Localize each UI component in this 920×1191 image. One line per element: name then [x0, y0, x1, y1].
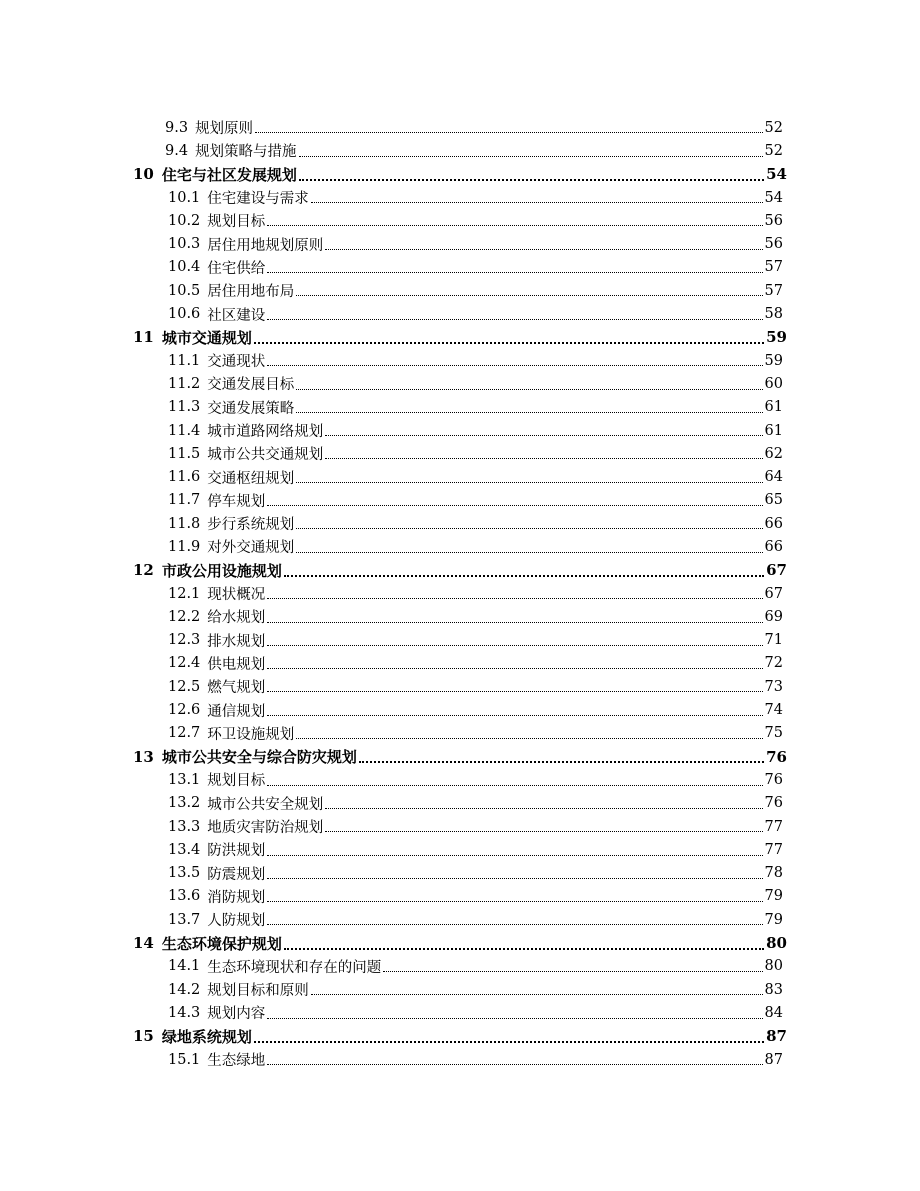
toc-leader-dots [254, 342, 764, 344]
toc-chapter-entry[interactable] [0, 931, 920, 954]
toc-section-entry[interactable] [0, 139, 920, 162]
toc-leader-dots [296, 295, 762, 296]
toc-entry-page: 58 [764, 306, 783, 323]
toc-entry-title: 生态绿地 [207, 1053, 266, 1070]
toc-entry-title: 住宅建设与需求 [207, 191, 309, 208]
toc-section-entry[interactable] [0, 1001, 920, 1024]
toc-chapter-entry[interactable] [0, 1025, 920, 1048]
toc-entry-number: 10.1 [168, 189, 201, 206]
toc-entry-number: 12.2 [168, 608, 201, 625]
toc-leader-dots [296, 738, 762, 739]
toc-leader-dots [325, 435, 762, 436]
toc-entry-title: 规划原则 [195, 121, 254, 138]
toc-entry-title: 交通枢纽规划 [207, 470, 295, 487]
toc-section-entry[interactable] [0, 535, 920, 558]
toc-entry-title: 规划目标 [207, 214, 266, 231]
toc-entry-title: 地质灾害防治规划 [207, 820, 324, 837]
toc-leader-dots [267, 855, 762, 856]
toc-entry-title: 生态环境保护规划 [161, 934, 282, 953]
toc-entry-page: 57 [764, 259, 783, 276]
toc-section-entry[interactable] [0, 815, 920, 838]
toc-leader-dots [267, 272, 762, 273]
toc-entry-page: 54 [764, 189, 783, 206]
toc-entry-title: 规划目标 [207, 773, 266, 790]
toc-leader-dots [296, 412, 762, 413]
toc-leader-dots [383, 971, 762, 972]
toc-leader-dots [299, 156, 763, 157]
toc-entry-number: 11.8 [168, 515, 201, 532]
toc-entry-page: 65 [764, 492, 783, 509]
toc-entry-title: 环卫设施规划 [207, 726, 295, 743]
toc-section-entry[interactable] [0, 465, 920, 488]
toc-entry-title: 居住用地规划原则 [207, 237, 324, 254]
toc-entry-title: 城市交通规划 [161, 328, 252, 347]
toc-entry-number: 9.3 [165, 119, 189, 136]
toc-section-entry[interactable] [0, 862, 920, 885]
toc-entry-number: 14 [133, 934, 154, 953]
toc-entry-page: 73 [764, 678, 783, 695]
toc-leader-dots [267, 622, 762, 623]
toc-entry-title: 交通发展策略 [207, 400, 295, 417]
toc-entry-number: 13 [133, 747, 154, 766]
toc-entry-page: 87 [766, 1027, 787, 1046]
toc-leader-dots [267, 319, 762, 320]
toc-entry-page: 56 [764, 236, 783, 253]
toc-section-entry[interactable] [0, 186, 920, 209]
toc-entry-page: 77 [764, 841, 783, 858]
toc-leader-dots [325, 831, 762, 832]
toc-chapter-entry[interactable] [0, 745, 920, 768]
toc-entry-page: 69 [764, 608, 783, 625]
toc-section-entry[interactable] [0, 955, 920, 978]
toc-entry-page: 61 [764, 422, 783, 439]
toc-entry-number: 10.3 [168, 236, 201, 253]
toc-entry-title: 绿地系统规划 [161, 1027, 252, 1046]
toc-entry-page: 79 [764, 888, 783, 905]
toc-entry-title: 规划内容 [207, 1006, 266, 1023]
toc-leader-dots [267, 505, 762, 506]
toc-entry-title: 交通发展目标 [207, 377, 295, 394]
toc-leader-dots [325, 249, 762, 250]
toc-entry-number: 11.5 [168, 445, 201, 462]
toc-entry-number: 10.2 [168, 212, 201, 229]
toc-entry-page: 84 [764, 1004, 783, 1021]
toc-entry-page: 80 [766, 934, 787, 953]
toc-entry-number: 12.1 [168, 585, 201, 602]
toc-section-entry[interactable] [0, 768, 920, 791]
toc-entry-page: 54 [766, 165, 787, 184]
toc-leader-dots [255, 132, 762, 133]
toc-entry-page: 72 [764, 655, 783, 672]
toc-entry-page: 76 [764, 795, 783, 812]
toc-entry-page: 66 [764, 515, 783, 532]
toc-section-entry[interactable] [0, 372, 920, 395]
toc-leader-dots [311, 202, 763, 203]
toc-entry-number: 13.1 [168, 771, 201, 788]
toc-entry-number: 13.5 [168, 865, 201, 882]
toc-entry-page: 78 [764, 865, 783, 882]
toc-section-entry[interactable] [0, 279, 920, 302]
toc-entry-page: 52 [764, 142, 783, 159]
toc-entry-number: 13.6 [168, 888, 201, 905]
toc-section-entry[interactable] [0, 838, 920, 861]
toc-entry-page: 62 [764, 445, 783, 462]
toc-leader-dots [267, 924, 762, 925]
toc-leader-dots [311, 994, 763, 995]
toc-entry-page: 64 [764, 469, 783, 486]
toc-entry-title: 交通现状 [207, 354, 266, 371]
toc-leader-dots [296, 552, 762, 553]
toc-section-entry[interactable] [0, 209, 920, 232]
toc-entry-page: 67 [766, 561, 787, 580]
toc-entry-number: 12.5 [168, 678, 201, 695]
toc-chapter-entry[interactable] [0, 163, 920, 186]
toc-entry-page: 80 [764, 958, 783, 975]
table-of-contents [0, 116, 920, 1071]
toc-section-entry[interactable] [0, 302, 920, 325]
toc-entry-number: 12.6 [168, 702, 201, 719]
toc-leader-dots [296, 528, 762, 529]
toc-entry-title: 通信规划 [207, 703, 266, 720]
toc-entry-number: 9.4 [165, 142, 189, 159]
toc-entry-page: 57 [764, 282, 783, 299]
toc-entry-number: 10.4 [168, 259, 201, 276]
toc-section-entry[interactable] [0, 652, 920, 675]
toc-entry-title: 供电规划 [207, 656, 266, 673]
toc-entry-number: 14.3 [168, 1004, 201, 1021]
toc-leader-dots [267, 878, 762, 879]
toc-entry-number: 12 [133, 561, 154, 580]
toc-section-entry[interactable] [0, 978, 920, 1001]
toc-entry-title: 人防规划 [207, 913, 266, 930]
toc-leader-dots [267, 715, 762, 716]
toc-leader-dots [267, 668, 762, 669]
toc-leader-dots [254, 1041, 764, 1043]
toc-leader-dots [284, 948, 764, 950]
toc-leader-dots [267, 1064, 762, 1065]
toc-leader-dots [267, 225, 762, 226]
toc-entry-number: 11.2 [168, 375, 201, 392]
toc-entry-title: 住宅与社区发展规划 [161, 165, 297, 184]
toc-leader-dots [267, 1018, 762, 1019]
toc-entry-title: 规划策略与措施 [195, 144, 297, 161]
toc-leader-dots [296, 389, 762, 390]
toc-entry-page: 59 [764, 352, 783, 369]
toc-entry-number: 15 [133, 1027, 154, 1046]
toc-entry-title: 对外交通规划 [207, 540, 295, 557]
toc-entry-number: 14.2 [168, 981, 201, 998]
toc-leader-dots [299, 179, 764, 181]
toc-section-entry[interactable] [0, 1048, 920, 1071]
toc-entry-number: 13.7 [168, 911, 201, 928]
toc-entry-title: 生态环境现状和存在的问题 [207, 959, 382, 976]
toc-section-entry[interactable] [0, 232, 920, 255]
toc-section-entry[interactable] [0, 419, 920, 442]
toc-entry-title: 城市道路网络规划 [207, 424, 324, 440]
toc-entry-page: 75 [764, 725, 783, 742]
toc-entry-title: 步行系统规划 [207, 517, 295, 534]
toc-entry-page: 79 [764, 911, 783, 928]
toc-entry-number: 11.9 [168, 538, 201, 555]
toc-entry-title: 市政公用设施规划 [161, 561, 282, 580]
toc-entry-page: 67 [764, 585, 783, 602]
toc-leader-dots [267, 365, 762, 366]
toc-section-entry[interactable] [0, 698, 920, 721]
toc-entry-title: 防洪规划 [207, 843, 266, 860]
toc-entry-title: 城市公共安全与综合防灾规划 [161, 748, 357, 767]
toc-section-entry[interactable] [0, 396, 920, 419]
toc-leader-dots [296, 482, 762, 483]
toc-entry-page: 76 [766, 747, 787, 766]
toc-entry-title: 防震规划 [207, 866, 266, 883]
toc-entry-title: 城市公共安全规划 [207, 796, 324, 813]
toc-entry-number: 14.1 [168, 958, 201, 975]
toc-entry-number: 13.2 [168, 795, 201, 812]
toc-section-entry[interactable] [0, 722, 920, 745]
toc-entry-number: 11.7 [168, 492, 201, 509]
toc-entry-page: 77 [764, 818, 783, 835]
toc-entry-title: 排水规划 [207, 633, 266, 650]
toc-entry-number: 12.4 [168, 655, 201, 672]
toc-entry-number: 12.3 [168, 632, 201, 649]
toc-section-entry[interactable] [0, 675, 920, 698]
toc-leader-dots [267, 785, 762, 786]
toc-entry-title: 规划目标和原则 [207, 983, 309, 1000]
toc-entry-number: 11 [133, 328, 154, 347]
toc-section-entry[interactable] [0, 349, 920, 372]
toc-entry-title: 停车规划 [207, 493, 266, 510]
toc-entry-number: 11.1 [168, 352, 201, 369]
toc-entry-number: 13.3 [168, 818, 201, 835]
toc-section-entry[interactable] [0, 629, 920, 652]
toc-leader-dots [359, 761, 764, 763]
toc-section-entry[interactable] [0, 489, 920, 512]
toc-leader-dots [325, 458, 762, 459]
toc-section-entry[interactable] [0, 256, 920, 279]
toc-entry-number: 10.6 [168, 306, 201, 323]
toc-entry-page: 74 [764, 702, 783, 719]
toc-leader-dots [267, 645, 762, 646]
toc-entry-title: 居住用地布局 [207, 284, 295, 301]
toc-leader-dots [284, 575, 764, 577]
toc-section-entry[interactable] [0, 442, 920, 465]
toc-section-entry[interactable] [0, 605, 920, 628]
toc-entry-title: 消防规划 [207, 889, 266, 906]
toc-entry-number: 11.6 [168, 469, 201, 486]
toc-section-entry[interactable] [0, 885, 920, 908]
toc-entry-title: 燃气规划 [207, 680, 266, 697]
toc-entry-page: 56 [764, 212, 783, 229]
toc-entry-title: 现状概况 [207, 587, 266, 604]
toc-entry-page: 61 [764, 399, 783, 416]
toc-section-entry[interactable] [0, 116, 920, 139]
toc-entry-title: 社区建设 [207, 307, 266, 324]
toc-entry-page: 60 [764, 375, 783, 392]
toc-entry-number: 11.4 [168, 422, 201, 439]
toc-entry-page: 83 [764, 981, 783, 998]
toc-entry-title: 住宅供给 [207, 260, 266, 277]
toc-entry-page: 66 [764, 538, 783, 555]
toc-entry-page: 52 [764, 119, 783, 136]
toc-leader-dots [267, 691, 762, 692]
toc-entry-title: 给水规划 [207, 610, 266, 627]
toc-entry-number: 11.3 [168, 399, 201, 416]
toc-entry-number: 10.5 [168, 282, 201, 299]
toc-leader-dots [325, 808, 762, 809]
toc-entry-number: 10 [133, 165, 154, 184]
toc-entry-number: 13.4 [168, 841, 201, 858]
toc-leader-dots [267, 598, 762, 599]
toc-entry-page: 87 [764, 1051, 783, 1068]
toc-entry-page: 76 [764, 771, 783, 788]
toc-section-entry[interactable] [0, 792, 920, 815]
toc-entry-page: 59 [766, 328, 787, 347]
toc-chapter-entry[interactable] [0, 559, 920, 582]
toc-entry-page: 71 [764, 632, 783, 649]
toc-section-entry[interactable] [0, 512, 920, 535]
toc-leader-dots [267, 901, 762, 902]
toc-chapter-entry[interactable] [0, 326, 920, 349]
toc-section-entry[interactable] [0, 582, 920, 605]
toc-entry-title: 城市公共交通规划 [207, 447, 324, 464]
toc-entry-number: 12.7 [168, 725, 201, 742]
toc-section-entry[interactable] [0, 908, 920, 931]
toc-entry-number: 15.1 [168, 1051, 201, 1068]
